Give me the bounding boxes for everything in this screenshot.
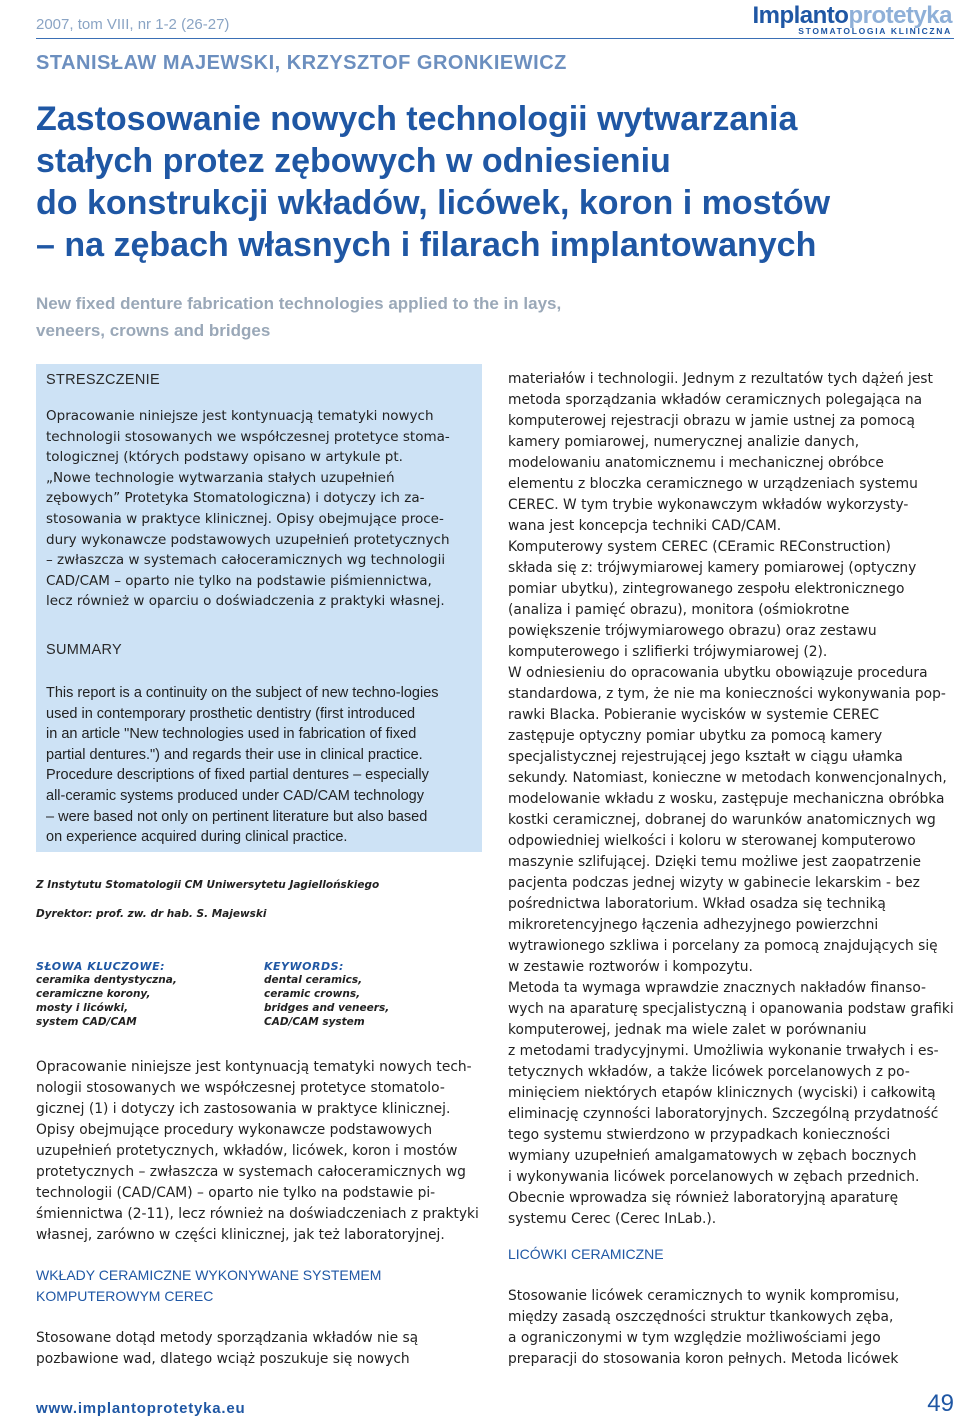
text-line: wych na aparaturę specjalistyczną i opanowania podstaw grafiki [508, 1001, 954, 1017]
text-line: śmiennictwa (2-11), lecz również na doświadczeniach z praktyki [36, 1206, 479, 1222]
text-line: systemu Cerec (Cerec InLab.). [508, 1211, 717, 1227]
text-line: kostki ceramicznej, dobranej do warunków anatomicznych wg [508, 812, 936, 828]
text-line: W odniesieniu do opracowania ubytku obowiązuje procedura [508, 665, 928, 681]
title-line: Zastosowanie nowych technologii wytwarzania [36, 100, 798, 138]
text-line: pośrednictwa laboratorium. Wkład osadza się techniką [508, 896, 886, 912]
abstract-line: stosowania w praktyce klinicznej. Opisy obejmujące proce- [46, 510, 444, 527]
text-line: specjalistycznej rejestrującej jego kształt w ciągu ułamka [508, 749, 903, 765]
text-line: Stosowanie licówek ceramicznych to wynik kompromisu, [508, 1288, 900, 1304]
title-line: – na zębach własnych i filarach implantowanych [36, 226, 817, 264]
title-line: do konstrukcji wkładów, licówek, koron i mostów [36, 184, 831, 222]
text-line: metoda sporządzania wkładów ceramicznych polegająca na [508, 392, 923, 408]
summary-line: all-ceramic systems produced under CAD/CAM technology [46, 787, 424, 804]
text-line: Opracowanie niniejsze jest kontynuacją tematyki nowych tech- [36, 1059, 472, 1075]
english-title [36, 290, 796, 344]
text-line: a ograniczonymi w tym względzie możliwościami jego [508, 1330, 881, 1346]
issue-info: 2007, tom VIII, nr 1-2 (26-27) [36, 16, 230, 33]
section-heading-line: KOMPUTEROWYM CEREC [36, 1288, 214, 1304]
text-line: komputerowego i szlifierki trójwymiarowej (2). [508, 644, 828, 660]
abstract-line: – zwłaszcza w systemach całoceramicznych wg technologii [46, 552, 446, 569]
affiliation-director: Dyrektor: prof. zw. dr hab. S. Majewski [36, 908, 267, 920]
text-line: elementu z bloczka ceramicznego w urządzeniach systemu [508, 476, 918, 492]
text-line: sekundy. Natomiast, konieczne w metodach konwencjonalnych, [508, 770, 947, 786]
veneers-paragraph [508, 1286, 953, 1370]
text-line: komputerowej rejestracji obrazu w jamie ustnej za pomocą [508, 413, 915, 429]
keyword-item: system CAD/CAM [36, 1016, 137, 1028]
abstract-line: dury wykonawcze podstawowych uzupełnień protetycznych [46, 531, 450, 548]
abstract-line: CAD/CAM – oparto nie tylko na podstawie piśmiennictwa, [46, 572, 432, 589]
text-line: modelowanie wkładu z wosku, zastępuje mechaniczna obróbka [508, 791, 945, 807]
summary-line: used in contemporary prosthetic dentistry (first introduced [46, 705, 416, 722]
text-line: Stosowane dotąd metody sporządzania wkładów nie są [36, 1330, 419, 1346]
section-heading-cerec [36, 1265, 482, 1307]
summary-heading: SUMMARY [46, 642, 122, 658]
cerec-paragraph [36, 1328, 482, 1370]
abstract-text [46, 406, 472, 612]
brand-part-2: protetyka [848, 2, 952, 29]
text-line: Komputerowy system CEREC (CEramic REConstruction) [508, 539, 891, 555]
brand-part-1: Implanto [752, 2, 849, 29]
text-line: składa się z: trójwymiarowej kamery pomiarowej (optyczny [508, 560, 917, 576]
text-line: Opisy obejmujące procedury wykonawcze podstawowych [36, 1122, 433, 1138]
keywords-en [264, 960, 389, 1029]
summary-line: This report is a continuity on the subject of new techno-logies [46, 685, 439, 701]
section-heading-line: WKŁADY CERAMICZNE WYKONYWANE SYSTEMEM [36, 1267, 382, 1283]
summary-line: Procedure descriptions of fixed partial dentures – especially [46, 767, 429, 784]
text-line: gicznej (1) i dotyczy ich zastosowania w praktyce klinicznej. [36, 1101, 451, 1117]
abstract-line: lecz również w oparciu o doświadczenia z praktyki własnej. [46, 593, 445, 610]
text-line: mikroretencyjnego łączenia adhezyjnego powierzchni [508, 917, 879, 933]
abstract-line: zębowych” Protetyka Stomatologiczna) i dotyczy ich za- [46, 490, 425, 507]
website-link[interactable]: www.implantoprotetyka.eu [36, 1400, 246, 1417]
keyword-item: mosty i licówki, [36, 1002, 129, 1014]
subtitle-line: veneers, crowns and bridges [36, 321, 271, 340]
keywords-en-heading: KEYWORDS: [264, 960, 344, 973]
page-number: 49 [927, 1390, 954, 1417]
abstract-heading: STRESZCZENIE [46, 372, 160, 388]
text-line: w zestawie roztworów i kompozytu. [508, 959, 753, 975]
text-line: tetycznych wkładów, a także licówek porcelanowych z po- [508, 1064, 910, 1080]
right-column-text [508, 369, 953, 1230]
keyword-item: bridges and veneers, [264, 1002, 390, 1014]
text-line: nologii stosowanych we współczesnej protetyce stomatolo- [36, 1080, 445, 1096]
summary-line: – were based not only on pertinent literature but also based [46, 808, 428, 825]
text-line: i wykonywania licówek porcelanowych w zębach przednich. [508, 1169, 920, 1185]
text-line: modelowaniu anatomicznemu i mechanicznej obróbce [508, 455, 884, 471]
text-line: własnej, zarówno w części klinicznej, jak też laboratoryjnej. [36, 1227, 445, 1243]
text-line: Obecnie wprowadza się również laboratoryjną aparaturę [508, 1190, 899, 1206]
text-line: wana jest koncepcja techniki CAD/CAM. [508, 518, 782, 534]
text-line: eliminację czynności laboratoryjnych. Szczególną przydatność [508, 1106, 939, 1122]
text-line: pomiar ubytku), zintegrowanego zespołu elektronicznego [508, 581, 905, 597]
text-line: uzupełnień protetycznych, wkładów, licówek, koron i mostów [36, 1143, 458, 1159]
summary-line: partial dentures.") and regards their use in clinical practice. [46, 746, 423, 763]
abstract-line: Opracowanie niniejsze jest kontynuacją tematyki nowych [46, 408, 434, 424]
text-line: maszynie szlifującej. Dzięki temu możliwe jest zaopatrzenie [508, 854, 921, 870]
abstract-line: technologii stosowanych we współczesnej protetyce stoma- [46, 428, 450, 445]
keyword-item: ceramiczne korony, [36, 988, 151, 1000]
text-line: komputerowej, jednak ma wiele zalet w porównaniu [508, 1022, 867, 1038]
text-line: materiałów i technologii. Jednym z rezultatów tych dążeń jest [508, 371, 933, 387]
text-line: powiększenie trójwymiarowego obrazu) oraz zestawu [508, 623, 877, 639]
keyword-item: ceramic crowns, [264, 988, 361, 1000]
text-line: Metoda ta wymaga wprawdzie znacznych nakładów finanso- [508, 980, 927, 996]
text-line: standardowa, z tym, że nie ma konieczności wykonywania pop- [508, 686, 946, 702]
text-line: z metodami tradycyjnymi. Umożliwia wykonanie trwałych i es- [508, 1043, 939, 1059]
summary-text [46, 683, 472, 848]
text-line: protetycznych – zwłaszcza w systemach całoceramicznych wg [36, 1164, 466, 1180]
summary-line: on experience acquired during clinical practice. [46, 829, 348, 846]
text-line: między zasadą oszczędności struktur tkankowych zęba, [508, 1309, 894, 1325]
keyword-item: CAD/CAM system [264, 1016, 365, 1028]
text-line: preparacji do stosowania koron pełnych. Metoda licówek [508, 1351, 899, 1367]
subtitle-line: New fixed denture fabrication technologies applied to the in lays, [36, 294, 562, 313]
header-rule [36, 38, 954, 39]
title-line: stałych protez zębowych w odniesieniu [36, 142, 671, 180]
article-title [36, 98, 916, 266]
text-line: (analiza i pamięć obrazu), monitora (ośmiokrotne [508, 602, 850, 618]
keyword-item: ceramika dentystyczna, [36, 974, 177, 986]
text-line: CEREC. W tym trybie wykonawczym wkładów wykorzysty- [508, 497, 909, 513]
abstract-line: tologicznej (których podstawy opisano w artykule pt. [46, 449, 403, 466]
keyword-item: dental ceramics, [264, 974, 363, 986]
left-intro-paragraph [36, 1057, 482, 1246]
text-line: pacjenta podczas jednej wizyty w gabinecie lekarskim - bez [508, 875, 920, 891]
text-line: wymiany uzupełnień amalgamatowych w zębach bocznych [508, 1148, 917, 1164]
keywords-pl [36, 960, 177, 1029]
section-heading-veneers: LICÓWKI CERAMICZNE [508, 1246, 664, 1262]
text-line: zastępuje optyczny pomiar ubytku za pomocą kamery [508, 728, 883, 744]
text-line: wytrawionego szkliwa i porcelany za pomocą znajdujących się [508, 938, 938, 954]
journal-logo [752, 2, 952, 36]
text-line: kamery pomiarowej, numerycznej analizie danych, [508, 434, 860, 450]
text-line: tego systemu stwierdzono w przypadkach konieczności [508, 1127, 891, 1143]
text-line: odpowiedniej wielkości i koloru w sterowanej komputerowo [508, 833, 916, 849]
abstract-line: „Nowe technologie wytwarzania stałych uzupełnień [46, 469, 395, 486]
brand-tagline: STOMATOLOGIA KLINICZNA [798, 26, 952, 36]
text-line: rawki Blacka. Pobieranie wycisków w systemie CEREC [508, 707, 880, 723]
keywords-pl-heading: SŁOWA KLUCZOWE: [36, 960, 166, 973]
text-line: pozbawione wad, dlatego wciąż poszukuje się nowych [36, 1351, 410, 1367]
text-line: minięciem niektórych etapów klinicznych (wyciski) i całkowitą [508, 1085, 936, 1101]
affiliation-institute: Z Instytutu Stomatologii CM Uniwersytetu Jagiellońskiego [36, 879, 380, 891]
summary-line: in an article "New technologies used in fabrication of fixed [46, 726, 417, 743]
text-line: technologii (CAD/CAM) – oparto nie tylko na podstawie pi- [36, 1185, 436, 1201]
authors: STANISŁAW MAJEWSKI, KRZYSZTOF GRONKIEWICZ [36, 52, 567, 74]
